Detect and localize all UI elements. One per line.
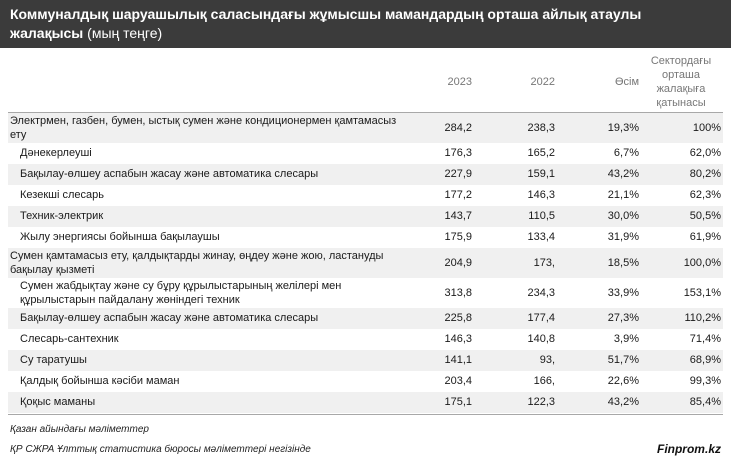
row-name: Электрмен, газбен, бумен, ыстық сумен және кондиционермен қамтамасыз ету <box>8 113 408 143</box>
cell-2022: 146,3 <box>527 189 555 201</box>
cell-growth: 19,3% <box>557 113 641 143</box>
cell-2023: 175,9 <box>444 231 472 243</box>
cell-share: 62,0% <box>689 147 721 159</box>
footer-divider <box>8 414 723 415</box>
cell-share: 153,1% <box>683 286 721 299</box>
table-row <box>8 350 723 371</box>
row-name: Сумен қамтамасыз ету, қалдықтарды жинау, өңдеу және жою, ластануды бақылау қызметі <box>8 248 408 278</box>
cell-share: 71,4% <box>689 333 721 345</box>
cell-share: 61,9% <box>689 231 721 243</box>
row-name: Бақылау-өлшеу аспабын жасау және автоматика слесары <box>8 164 408 185</box>
table-row <box>8 329 723 350</box>
col-header-2022: 2022 <box>474 51 557 113</box>
table-row <box>8 248 723 278</box>
header-row <box>8 51 723 113</box>
cell-2022: 234,3 <box>527 286 555 299</box>
cell-growth: 43,2% <box>557 164 641 185</box>
table-row <box>8 164 723 185</box>
cell-growth: 3,9% <box>613 333 639 345</box>
title-unit: (мың теңге) <box>87 25 163 41</box>
cell-2022: 165,2 <box>527 147 555 159</box>
col-header-growth: Өсім <box>557 51 641 113</box>
footnote: Қазан айындағы мәліметтер <box>10 424 149 435</box>
row-name: Техник-электрик <box>8 206 408 227</box>
cell-share: 99,3% <box>689 375 721 387</box>
table-row <box>8 308 723 329</box>
cell-growth: 18,5% <box>557 248 641 278</box>
col-header-share: Сектордағы орташа жалақыға қатынасы <box>641 51 723 113</box>
cell-2023: 175,1 <box>408 392 474 413</box>
cell-2023: 284,2 <box>408 113 474 143</box>
row-name: Кезекші слесарь <box>20 189 104 201</box>
cell-2023: 177,2 <box>444 189 472 201</box>
cell-growth: 33,9% <box>607 286 639 299</box>
row-name: Дәнекерлеуші <box>20 147 92 159</box>
cell-share: 50,5% <box>641 206 723 227</box>
cell-2022: 140,8 <box>527 333 555 345</box>
cell-share: 100,0% <box>641 248 723 278</box>
cell-growth: 21,1% <box>607 189 639 201</box>
row-name: Су таратушы <box>8 350 408 371</box>
cell-2023: 225,8 <box>408 308 474 329</box>
title-text: Коммуналдық шаруашылық саласындағы жұмысшы мамандардың орташа айлық атаулы жалақысы <box>10 6 642 41</box>
cell-2023: 227,9 <box>408 164 474 185</box>
col-header-2023: 2023 <box>408 51 474 113</box>
cell-2022: 110,5 <box>474 206 557 227</box>
row-name: Сумен жабдықтау және су бұру құрылыстарының желілері мен құрылыстарын пайдалану жөніндегі техник <box>20 279 342 306</box>
cell-share: 85,4% <box>641 392 723 413</box>
cell-growth: 31,9% <box>607 231 639 243</box>
table-row <box>8 206 723 227</box>
brand-logo: Finprom.kz <box>656 442 721 456</box>
cell-share: 68,9% <box>641 350 723 371</box>
cell-2023: 313,8 <box>444 286 472 299</box>
cell-growth: 51,7% <box>557 350 641 371</box>
cell-2022: 173, <box>474 248 557 278</box>
source-note: ҚР СЖРА Ұлттық статистика бюросы мәліметтері негізінде <box>10 444 311 455</box>
table-row <box>8 185 723 206</box>
table-row <box>8 371 723 392</box>
table-row <box>8 113 723 143</box>
cell-2022: 166, <box>533 375 555 387</box>
row-name: Жылу энергиясы бойынша бақылаушы <box>20 231 220 243</box>
cell-2022: 238,3 <box>474 113 557 143</box>
table-row <box>8 278 723 308</box>
row-name: Бақылау-өлшеу аспабын жасау және автоматика слесары <box>8 308 408 329</box>
cell-2022: 93, <box>474 350 557 371</box>
cell-growth: 6,7% <box>613 147 639 159</box>
cell-2023: 203,4 <box>444 375 472 387</box>
cell-2022: 159,1 <box>474 164 557 185</box>
cell-2022: 133,4 <box>527 231 555 243</box>
cell-2022: 177,4 <box>474 308 557 329</box>
row-name: Қалдық бойынша кәсіби маман <box>20 375 180 387</box>
table-body <box>8 113 723 413</box>
cell-growth: 43,2% <box>557 392 641 413</box>
row-name: Слесарь-сантехник <box>20 333 119 345</box>
cell-growth: 27,3% <box>557 308 641 329</box>
title-band <box>0 0 731 48</box>
cell-2023: 146,3 <box>444 333 472 345</box>
cell-2023: 143,7 <box>408 206 474 227</box>
cell-2023: 176,3 <box>444 147 472 159</box>
row-name: Қоқыс маманы <box>8 392 408 413</box>
salary-table <box>8 51 723 413</box>
cell-share: 80,2% <box>641 164 723 185</box>
cell-share: 62,3% <box>689 189 721 201</box>
cell-growth: 30,0% <box>557 206 641 227</box>
cell-share: 100% <box>641 113 723 143</box>
page-title <box>10 5 710 43</box>
cell-growth: 22,6% <box>607 375 639 387</box>
col-header-name <box>8 51 408 113</box>
cell-share: 110,2% <box>641 308 723 329</box>
table-row <box>8 143 723 164</box>
cell-2023: 141,1 <box>408 350 474 371</box>
cell-2022: 122,3 <box>474 392 557 413</box>
cell-2023: 204,9 <box>408 248 474 278</box>
table-row <box>8 227 723 248</box>
table-row <box>8 392 723 413</box>
